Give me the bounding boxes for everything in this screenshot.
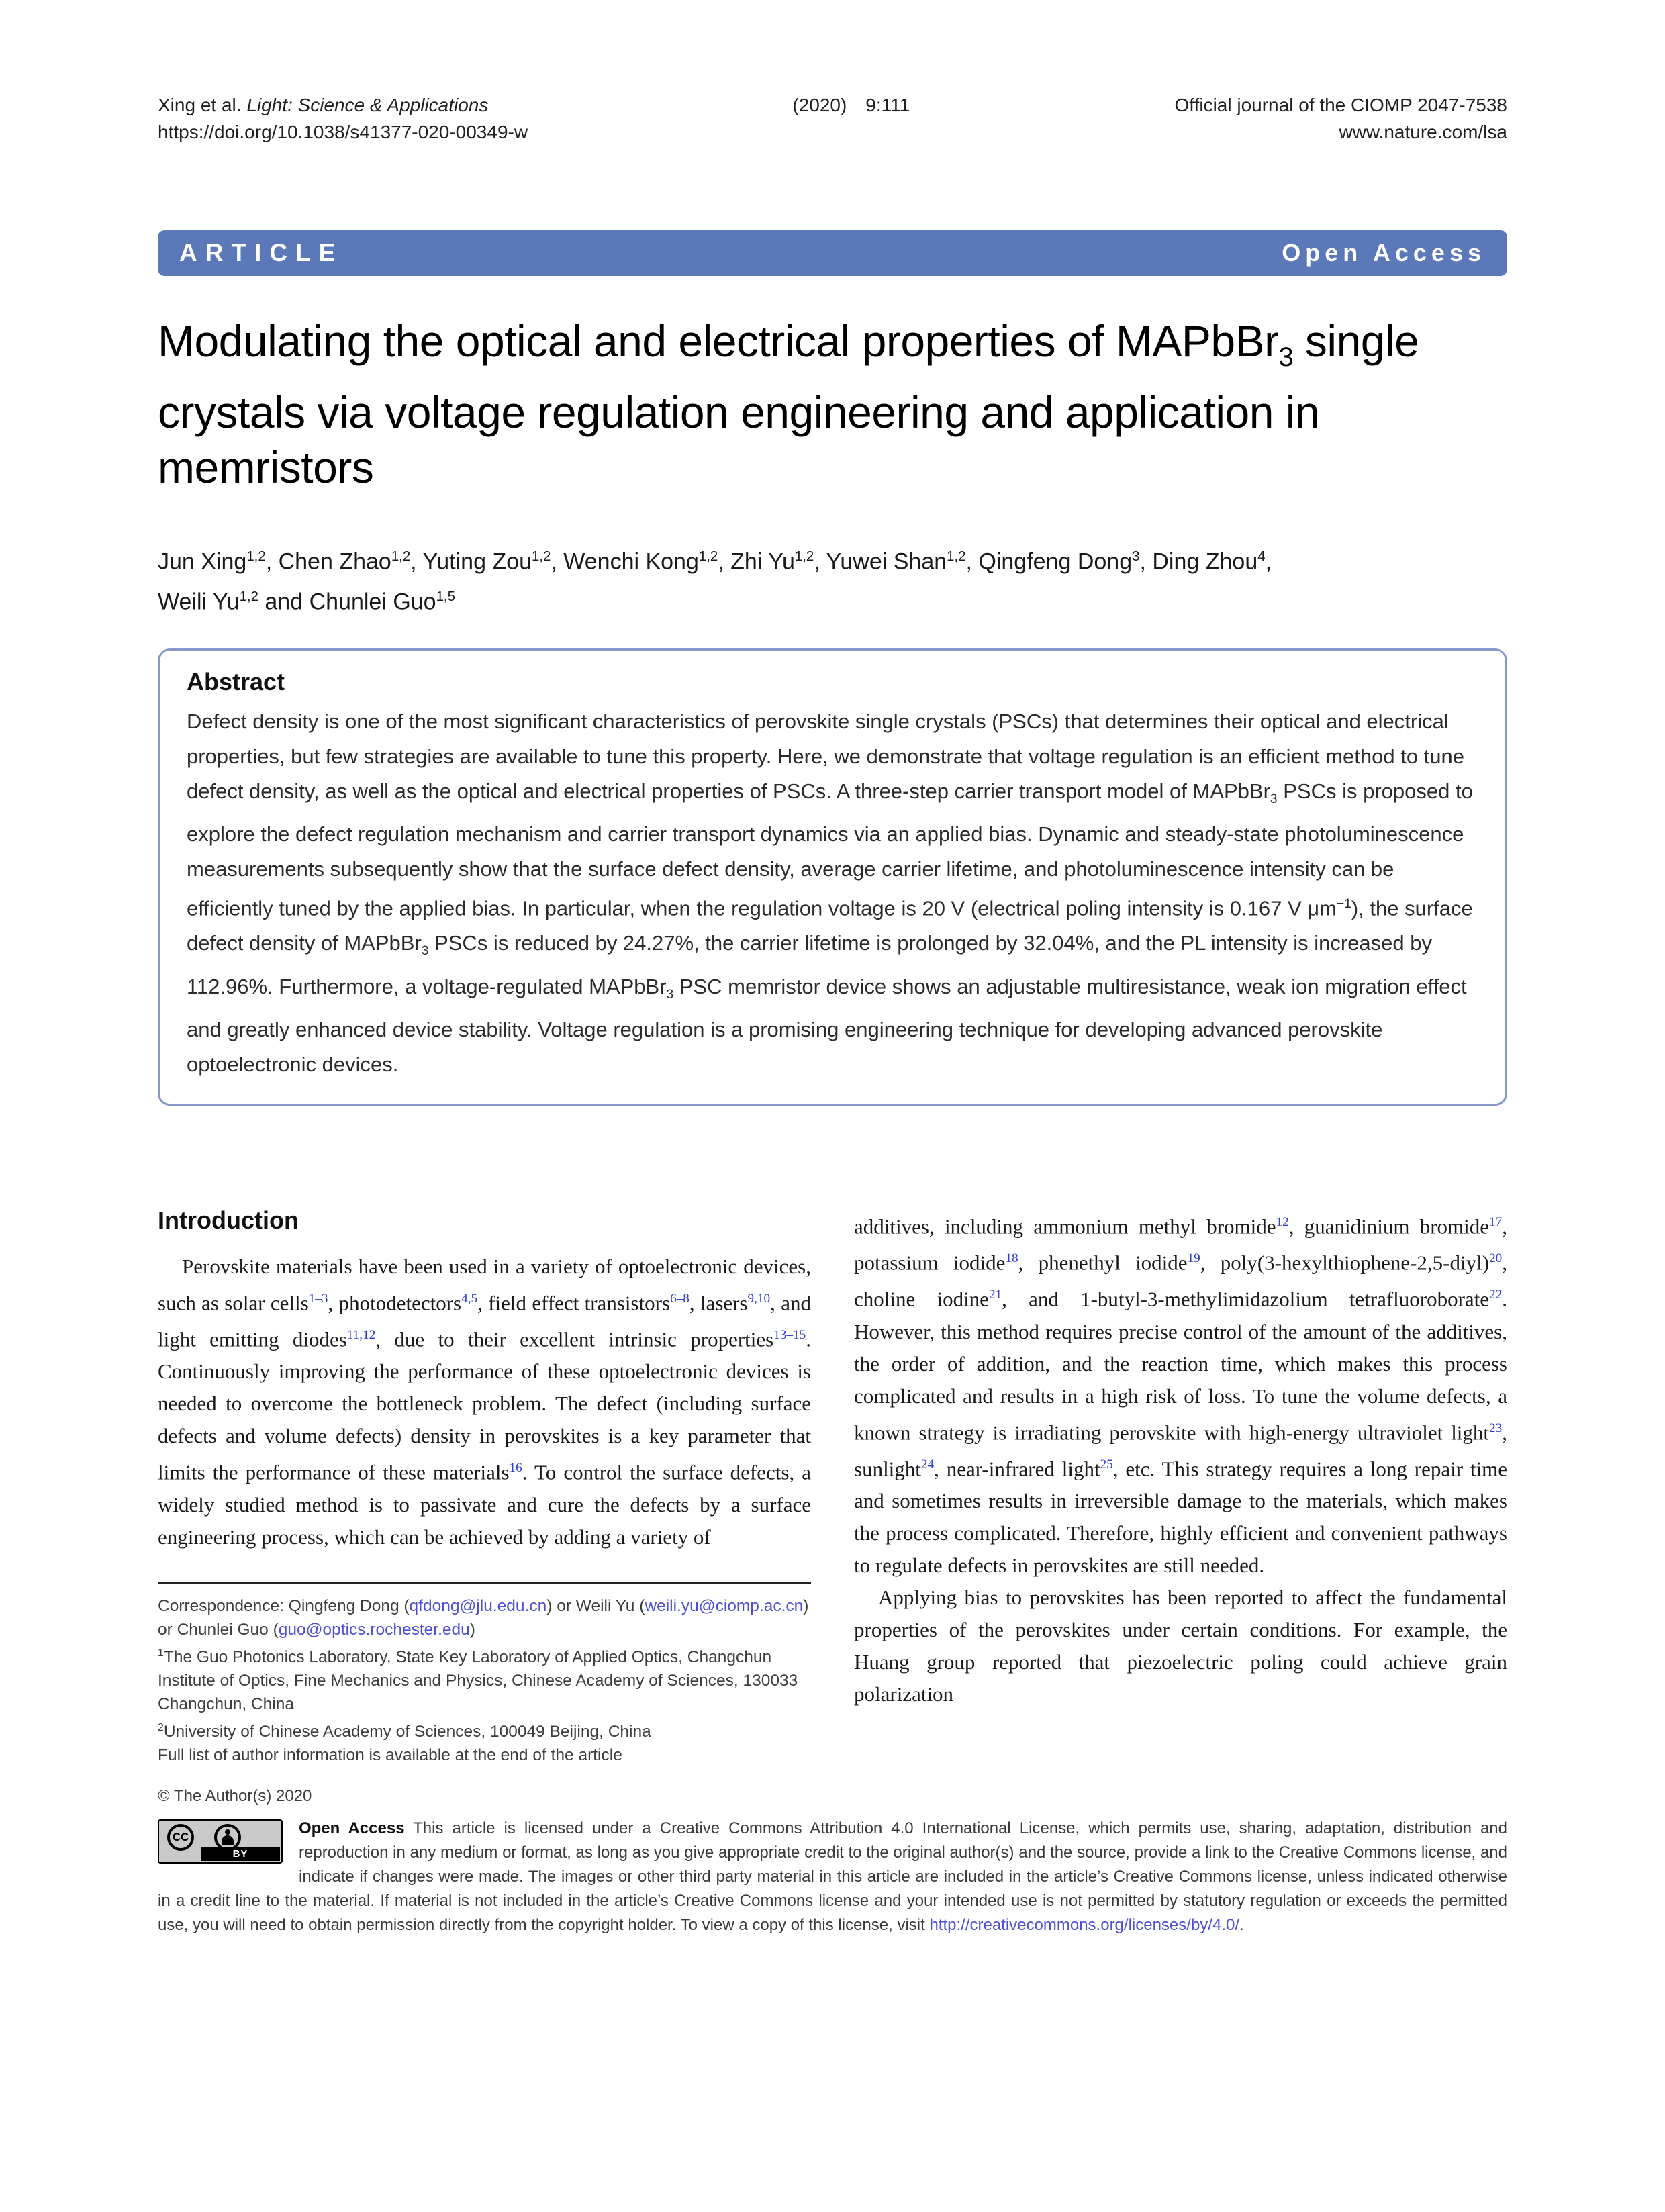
- intro-paragraph-1: Perovskite materials have been used in a variety of optoelectronic devices, such as solar cells$^{1-3}$, photodetectors$^{4,5}$, field effect transistors$^{6-8}$, lasers$^{9,10}$, and light emitting diodes$^{11,12}$, due to their excellent intrinsic properties$^{13-15}$. Continuously improving the performance of these optoelectronic devices is needed to overcome the bottleneck problem. The defect (including surface defects and volume defects) density in perovskites is a key parameter that limits the performance of these materials$^{16}$. To control the surface defects, a widely studied method is to passivate and cure the defects by a surface engineering process, which can be achieved by adding a variety of: [158, 1254, 811, 1549]
- citation-ref: 9,10: [747, 1291, 771, 1306]
- person-body-icon: [222, 1835, 234, 1845]
- citation-ref: 23: [1489, 1421, 1503, 1435]
- citation-ref: 16: [509, 1461, 522, 1476]
- article-type-banner: [158, 230, 1507, 276]
- citation-ref: 24: [920, 1457, 935, 1472]
- citation-ref: 19: [1187, 1251, 1200, 1266]
- left-column: [158, 1206, 811, 1767]
- abstract-heading: Abstract: [187, 667, 285, 695]
- citation-ref: 13–15: [773, 1328, 806, 1343]
- citation-ref: 22: [1489, 1288, 1503, 1302]
- cc-logo-icon: CC: [167, 1824, 194, 1851]
- citation-ref: 25: [1100, 1457, 1113, 1472]
- right-column: [854, 1206, 1507, 1767]
- person-head-icon: [225, 1829, 230, 1835]
- citation-ref: 1–3: [308, 1291, 328, 1306]
- runhead-citation: Xing et al. Light: Science & Applications: [158, 95, 489, 115]
- body-columns: [158, 1206, 1507, 1767]
- hyperlink[interactable]: weili.yu@ciomp.ac.cn: [645, 1596, 804, 1615]
- introduction-heading: Introduction: [158, 1206, 299, 1234]
- runhead-issue: (2020) 9:111: [792, 95, 910, 115]
- affiliation-1: $^1$The Guo Photonics Laboratory, State Key Laboratory of Applied Optics, Changchun Institute of Optics, Fine Mechanics and Physics, Chinese Academy of Sciences, 130033 Changchun, China: [158, 1647, 798, 1713]
- cc-by-strip: BY: [201, 1847, 280, 1861]
- author-line-1: Jun Xing$^{1,2}$, Chen Zhao$^{1,2}$, Yuting Zou$^{1,2}$, Wenchi Kong$^{1,2}$, Zhi Yu$^{1,2}$, Yuwei Shan$^{1,2}$, Qingfeng Dong$^3$, Ding Zhou$^4$,: [158, 548, 1272, 575]
- citation-ref: 18: [1005, 1251, 1018, 1266]
- runhead-left: [158, 92, 528, 146]
- hyperlink[interactable]: guo@optics.rochester.edu: [278, 1620, 470, 1639]
- intro-paragraph-2: additives, including ammonium methyl bromide$^{12}$, guanidinium bromide$^{17}$, potassium iodide$^{18}$, phenethyl iodide$^{19}$, poly(3-hexylthiophene-2,5-diyl)$^{20}$, choline iodine$^{21}$, and 1-butyl-3-methylimidazolium tetrafluoroborate$^{22}$. However, this method requires precise control of the amount of the additives, the order of addition, and the reaction time, which makes this process complicated and results in a high risk of loss. To tune the volume defects, a known strategy is irradiating perovskite with high-energy ultraviolet light$^{23}$, sunlight$^{24}$, near-infrared light$^{25}$, etc. This strategy requires a long repair time and sometimes results in irreversible damage to the materials, which makes the process complicated. Therefore, highly efficient and convenient pathways to regulate defects in perovskites are still needed.: [854, 1214, 1508, 1578]
- author-info-note: Full list of author information is available at the end of the article: [158, 1746, 622, 1765]
- citation-ref: 17: [1489, 1214, 1503, 1229]
- paper-title: Modulating the optical and electrical properties of MAPbBr$_3$ single crystals via voltage regulation engineering and application in memristors: [158, 316, 1419, 493]
- citation-ref: 20: [1489, 1251, 1503, 1266]
- hyperlink[interactable]: qfdong@jlu.edu.cn: [409, 1596, 547, 1615]
- article-label: ARTICLE: [179, 239, 344, 267]
- citation-ref: 6–8: [670, 1291, 689, 1306]
- abstract-text: Defect density is one of the most significant characteristics of perovskite single crystals (PSCs) that determines their optical and electrical properties, but few strategies are available to tune this property. Here, we demonstrate that voltage regulation is an efficient method to tune defect density, as well as the optical and electrical properties of PSCs. A three-step carrier transport model of MAPbBr$_3$ PSCs is proposed to explore the defect regulation mechanism and carrier transport dynamics via an applied bias. Dynamic and steady-state photoluminescence measurements subsequently show that the surface defect density, average carrier lifetime, and photoluminescence intensity can be efficiently tuned by the applied bias. In particular, when the regulation voltage is 20 V (electrical poling intensity is 0.167 V $\mu m^{-1}$), the surface defect density of MAPbBr$_3$ PSCs is reduced by 24.27%, the carrier lifetime is prolonged by 32.04%, and the PL intensity is increased by 112.96%. Furthermore, a voltage-regulated MAPbBr$_3$ PSC memristor device shows an adjustable multiresistance, weak ion migration effect and greatly enhanced device stability. Voltage regulation is a promising engineering technique for developing advanced perovskite optoelectronic devices.: [187, 709, 1473, 1076]
- affiliation-2: $^2$University of Chinese Academy of Sciences, 100049 Beijing, China: [158, 1721, 651, 1741]
- intro-paragraph-3: Applying bias to perovskites has been reported to affect the fundamental properties of the perovskites under certain conditions. For example, the Huang group reported that piezoelectric poling could achieve grain polarization: [854, 1586, 1507, 1706]
- license-section: [158, 1787, 1507, 1937]
- cc-by-badge: [158, 1819, 283, 1864]
- open-access-label: Open Access: [1282, 239, 1486, 267]
- abstract-box: [158, 648, 1507, 1106]
- citation-ref: 12: [1276, 1214, 1289, 1229]
- license-text-wrap: [158, 1817, 1507, 1937]
- correspondence-line: Correspondence: Qingfeng Dong (qfdong@jlu.edu.cn) or Weili Yu (weili.yu@ciomp.ac.cn) or Chunlei Guo (guo@optics.rochester.edu): [158, 1596, 809, 1639]
- runhead-journal-info: Official journal of the CIOMP 2047-7538: [1174, 95, 1507, 115]
- runhead-right: [1175, 92, 1507, 146]
- running-head: [0, 0, 1665, 146]
- citation-ref: 4,5: [461, 1291, 478, 1306]
- hyperlink[interactable]: http://creativecommons.org/licenses/by/4.0/: [929, 1916, 1239, 1935]
- runhead-doi: https://doi.org/10.1038/s41377-020-00349-w: [158, 122, 528, 142]
- citation-ref: 21: [988, 1288, 1002, 1302]
- footnote-block: [158, 1582, 811, 1767]
- author-list: [158, 539, 1507, 619]
- copyright-line: © The Author(s) 2020: [158, 1787, 312, 1806]
- citation-ref: 11,12: [346, 1328, 376, 1343]
- license-text: Open Access This article is licensed under a Creative Commons Attribution 4.0 International License, which permits use, sharing, adaptation, distribution and reproduction in any medium or format, as long as you give appropriate credit to the original author(s) and the source, provide a link to the Creative Commons license, and indicate if changes were made. The images or other third party material in this article are included in the article’s Creative Commons license, unless indicated otherwise in a credit line to the material. If material is not included in the article’s Creative Commons license and your intended use is not permitted by statutory regulation or exceeds the permitted use, you will need to obtain permission directly from the copyright holder. To view a copy of this license, visit http://creativecommons.org/licenses/by/4.0/.: [158, 1819, 1508, 1935]
- runhead-site: www.nature.com/lsa: [1339, 122, 1507, 142]
- author-line-2: Weili Yu$^{1,2}$ and Chunlei Guo$^{1,5}$: [158, 588, 455, 614]
